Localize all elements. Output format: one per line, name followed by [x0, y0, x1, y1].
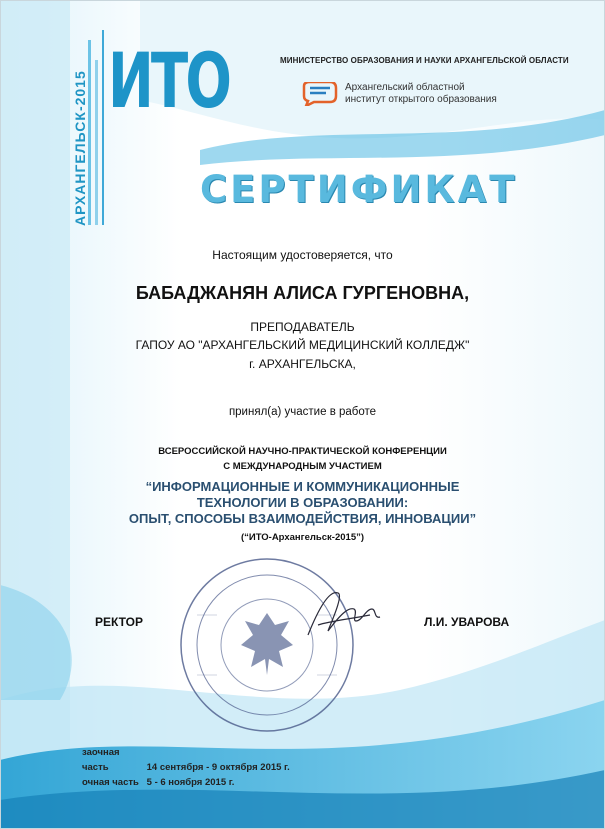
distance-part-label: заочная часть	[82, 747, 120, 773]
official-stamp	[177, 555, 357, 735]
conference-line-2: С МЕЖДУНАРОДНЫМ УЧАСТИЕМ	[223, 461, 382, 472]
distance-part-dates: 14 сентября - 9 октября 2015 г.	[146, 762, 290, 773]
inperson-part-dates: 5 - 6 ноября 2015 г.	[146, 777, 235, 788]
theme-line-3: ОПЫТ, СПОСОБЫ ВЗАИМОДЕЙСТВИЯ, ИННОВАЦИИ”	[128, 511, 477, 526]
recipient-name: БАБАДЖАНЯН АЛИСА ГУРГЕНОВНА,	[135, 283, 470, 303]
institute-logo-icon	[300, 82, 340, 106]
ministry-title: МИНИСТЕРСТВО ОБРАЗОВАНИЯ И НАУКИ АРХАНГЕЛЬСКОЙ ОБЛАСТИ	[280, 56, 569, 65]
theme-line-1: “ИНФОРМАЦИОННЫЕ И КОММУНИКАЦИОННЫЕ	[145, 479, 460, 494]
rector-name: Л.И. УВАРОВА	[424, 615, 510, 629]
institute-line-1: Архангельский областной	[345, 82, 465, 93]
certificate-title: СЕРТИФИКАТ	[200, 168, 518, 211]
event-dates	[82, 745, 290, 790]
conference-short-name: (“ИТО-Архангельск-2015”)	[240, 532, 365, 543]
rector-signature	[300, 585, 390, 645]
rector-label: РЕКТОР	[95, 615, 143, 629]
recipient-organization: ГАПОУ АО "АРХАНГЕЛЬСКИЙ МЕДИЦИНСКИЙ КОЛЛЕДЖ"	[135, 338, 470, 352]
institute-line-2: институт открытого образования	[345, 94, 497, 105]
conference-line-1: ВСЕРОССИЙСКОЙ НАУЧНО-ПРАКТИЧЕСКОЙ КОНФЕРЕНЦИИ	[158, 446, 447, 457]
inperson-part-label: очная часть	[82, 777, 139, 788]
theme-line-2: ТЕХНОЛОГИИ В ОБРАЗОВАНИИ:	[196, 495, 409, 510]
institute-name	[345, 82, 497, 106]
recipient-role: ПРЕПОДАВАТЕЛЬ	[250, 320, 355, 334]
participation-text: принял(а) участие в работе	[228, 406, 377, 418]
intro-text: Настоящим удостоверяется, что	[212, 248, 393, 262]
recipient-city: г. АРХАНГЕЛЬСКА,	[249, 357, 356, 371]
inperson-part-row	[82, 775, 290, 790]
ito-logo: ИТО	[108, 36, 230, 125]
vertical-event-label: АРХАНГЕЛЬСК-2015	[72, 70, 88, 226]
distance-part-row	[82, 745, 290, 775]
